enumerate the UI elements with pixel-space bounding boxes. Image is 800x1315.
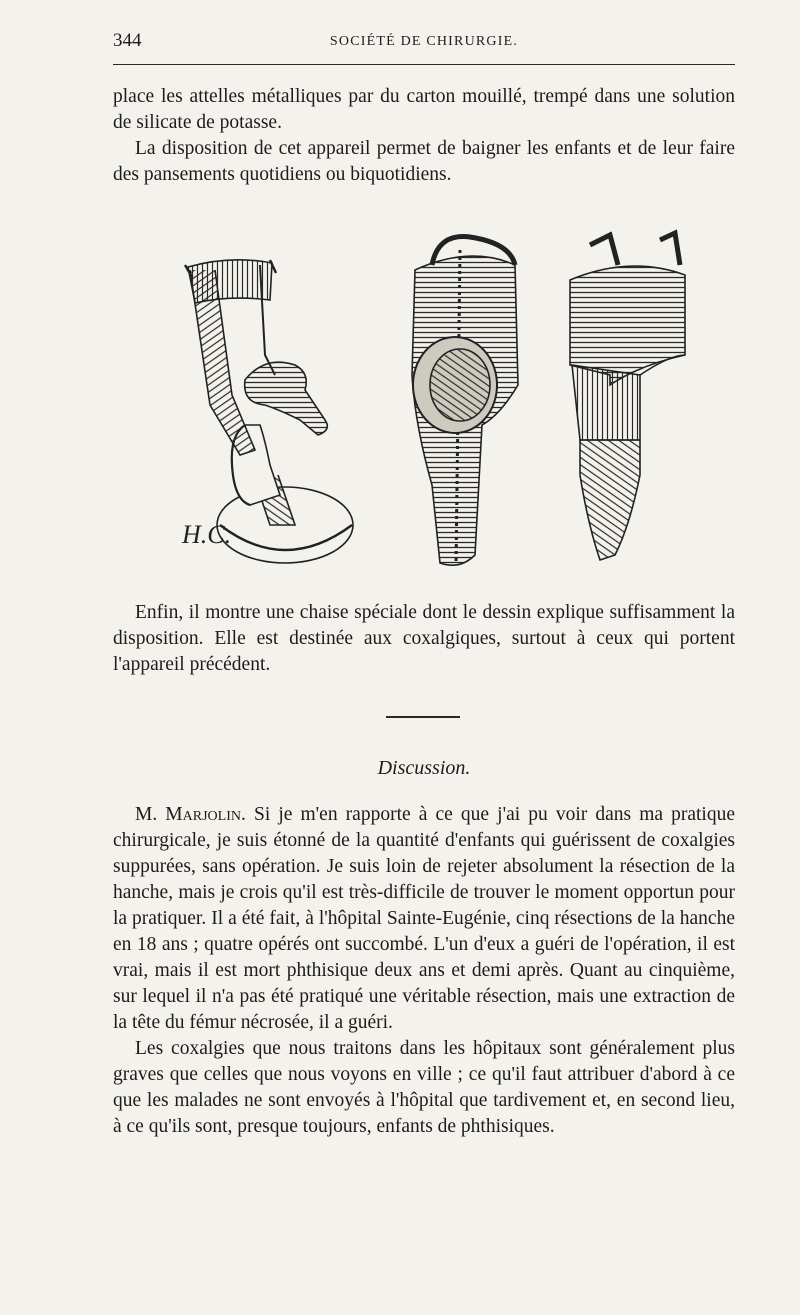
engraver-signature: H.C.	[182, 520, 232, 549]
figure-engraving	[170, 225, 700, 585]
section-rule	[386, 716, 460, 718]
journal-title: SOCIÉTÉ DE CHIRURGIE.	[329, 34, 519, 49]
apparatus-front-view	[412, 237, 518, 566]
paragraph-chair-description: Enfin, il montre une chaise spéciale dont le dessin explique suffisamment la disposition. Elle est destinée aux coxalgiques, surtout à ceux qui portent l'appareil précédent.	[113, 602, 735, 675]
paragraph-continuation: place les attelles métalliques par du carton mouillé, trempé dans une solution de silicate de potasse.	[113, 86, 735, 133]
top-text	[113, 84, 735, 188]
figure-caption-text	[113, 600, 735, 678]
coxalgic-chair-drawing	[185, 260, 353, 563]
running-head	[113, 26, 735, 56]
discussion-paragraph-1	[113, 802, 735, 1036]
paragraph-disposition: La disposition de cet appareil permet de baigner les enfants et de leur faire des pansements quotidiens ou biquotidiens.	[113, 138, 735, 185]
header-rule	[113, 64, 735, 65]
speaker-name: M. Marjolin.	[135, 804, 246, 825]
page-number: 344	[113, 30, 142, 51]
figure-apparatus-illustration	[170, 225, 700, 585]
apparatus-back-view	[570, 233, 685, 560]
section-title: Discussion.	[377, 757, 471, 779]
discussion-text	[113, 802, 735, 1140]
discussion-paragraph-2: Les coxalgies que nous traitons dans les hôpitaux sont généralement plus graves que celles que nous voyons en ville ; ce qu'il faut attribuer d'abord à ce que les malades ne sont envoyés à l'hôpital que tardivement et, en second lieu, à ce qu'ils sont, presque toujours, enfants de phthisiques.	[113, 1038, 735, 1137]
discussion-paragraph-1-body: Si je m'en rapporte à ce que j'ai pu voir dans ma pratique chirurgicale, je suis étonné de la quantité d'enfants qui guérissent de coxalgies suppurées, sans opération. Je suis loin de rejeter absolument la résection de la hanche, mais je crois qu'il est très-difficile de trouver le moment opportun pour la pratiquer. Il a été fait, à l'hôpital Sainte-Eugénie, cinq résections de la hanche en 18 ans ; quatre opérés ont succombé. L'un d'eux a guéri de l'opération, il est vrai, mais il est mort phthisique deux ans et demi après. Quant au cinquième, sur lequel il n'a pas été pratiqué une véritable résection, mais une extraction de la tête du fémur nécrosée, il a guéri.	[113, 804, 735, 1033]
